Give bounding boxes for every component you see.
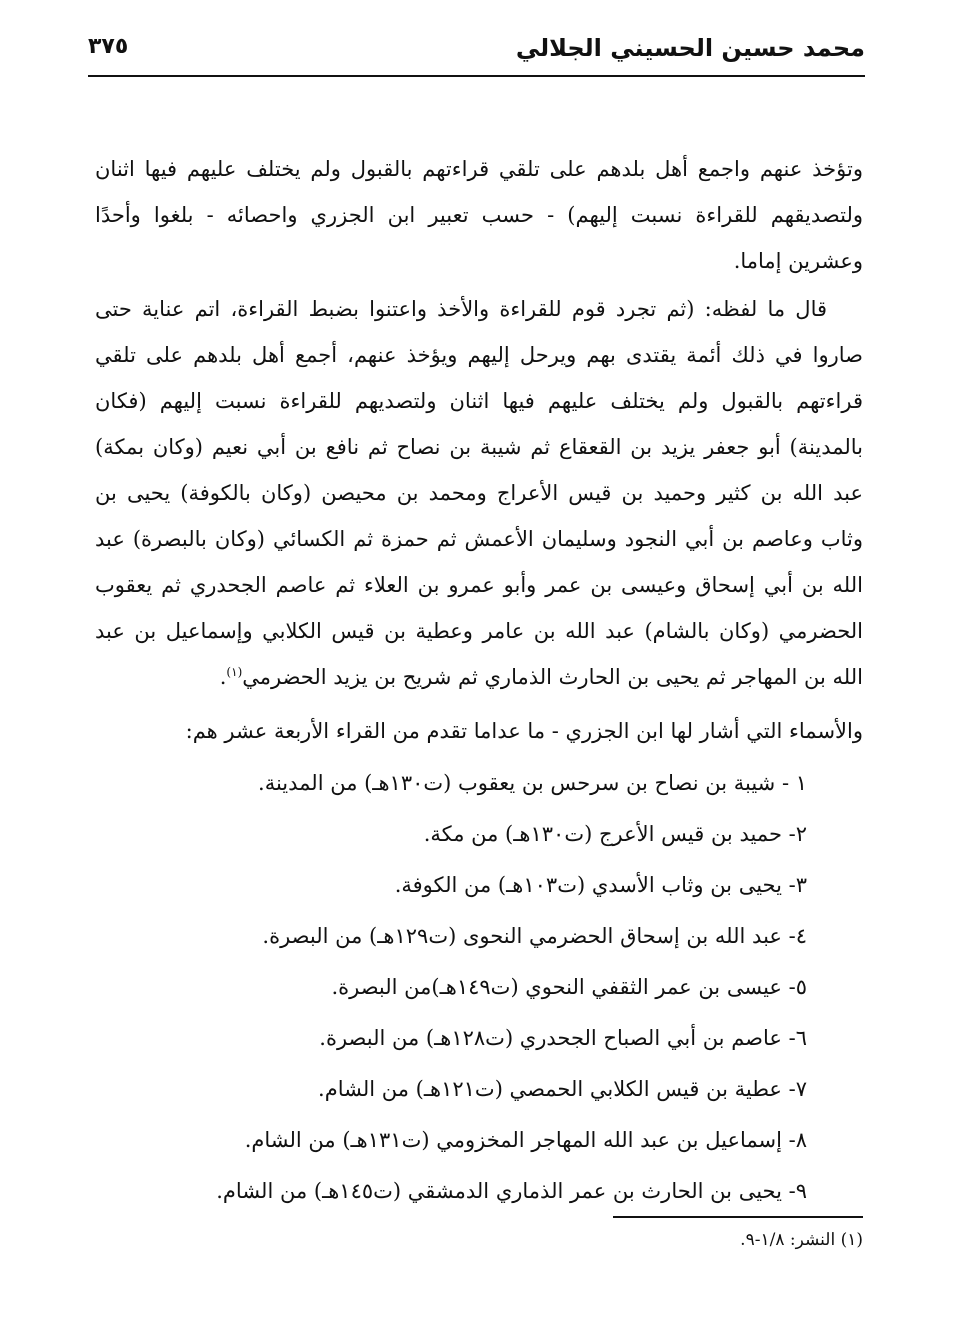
quote-text: قال ما لفظه: (ثم تجرد قوم للقراءة والأخذ واعتنوا بضبط القراءة، اتم عناية حتى صاروا في ذلك أئمة يقتدى بهم ويرحل إليهم ويؤخذ عنهم، أجمع أهل بلدهم على تلقي قراءتهم بالقبول ولم يختلف عليهم فيها اثنان ولتصديهم للقراءة نسبت إليهم (فكان بالمدينة) أبو جعفر يزيد بن القعقاع ثم شيبة بن نصاح ثم نافع بن أبي نعيم (وكان بمكة) عبد الله بن كثير وحميد بن قيس الأعراج ومحمد بن محيصن (وكان بالكوفة) يحيى بن وثاب وعاصم بن أبي النجود وسليمان الأعمش ثم حمزة ثم الكسائي (وكان بالبصرة) عبد الله بن أبي إسحاق وعيسى بن عمر وأبو عمرو بن العلاء ثم عاصم الجحدري ثم يعقوب الحضرمي (وكان بالشام) عبد الله بن عامر وعطية بن قيس الكلابي وإسماعيل بن عبد الله بن المهاجر ثم يحيى بن الحارث الذماري ثم شريح بن يزيد الحضرمي bbox=[95, 297, 863, 689]
running-title: محمد حسين الحسيني الجلالي bbox=[515, 34, 865, 62]
page-header bbox=[88, 30, 865, 74]
main-text bbox=[95, 138, 863, 1217]
list-item: ١ - شيبة بن نصاح بن سرحس بن يعقوب (ت١٣٠هـ) من المدينة. bbox=[258, 771, 807, 795]
list-item: ٤- عبد الله بن إسحاق الحضرمي النحوى (ت١٢٩هـ) من البصرة. bbox=[262, 924, 807, 948]
paragraph-continuation: وتؤخذ عنهم واجمع أهل بلدهم على تلقي قراءتهم بالقبول ولم يختلف عليهم فيها اثنان ولتصديقهم للقراءة نسبت إليهم) - حسب تعبير ابن الجزري واحصائه - بلغوا وأحدًا وعشرين إماما. bbox=[95, 157, 863, 273]
list-item: ٦- عاصم بن أبي الصباح الجحدري (ت١٢٨هـ) من البصرة. bbox=[319, 1026, 807, 1050]
footnote-divider bbox=[613, 1216, 863, 1218]
reciters-list bbox=[95, 758, 863, 1217]
quote-end: . bbox=[219, 665, 227, 689]
list-item: ٣- يحيى بن وثاب الأسدي (ت١٠٣هـ) من الكوفة. bbox=[394, 873, 807, 897]
page-number: ٣٧٥ bbox=[88, 34, 129, 59]
list-item: ٨- إسماعيل بن عبد الله المهاجر المخزومي (ت١٣١هـ) من الشام. bbox=[244, 1128, 807, 1152]
list-item: ٧- عطية بن قيس الكلابي الحمصي (ت١٢١هـ) من الشام. bbox=[318, 1077, 807, 1101]
list-item: ٥- عيسى بن عمر الثقفي النحوي (ت١٤٩هـ)من البصرة. bbox=[331, 975, 807, 999]
footnote-reference[interactable]: (١) bbox=[226, 665, 243, 679]
paragraph-quote bbox=[95, 286, 863, 700]
paragraph-list-intro: والأسماء التي أشار لها ابن الجزري - ما عداما تقدم من القراء الأربعة عشر هم: bbox=[185, 719, 863, 743]
footnote: (١) النشر: ١/٨-٩. bbox=[740, 1230, 863, 1250]
list-item: ٩- يحيى بن الحارث بن عمر الذماري الدمشقي (ت١٤٥هـ) من الشام. bbox=[216, 1179, 807, 1203]
list-item: ٢- حميد بن قيس الأعرج (ت١٣٠هـ) من مكة. bbox=[423, 822, 807, 846]
header-divider bbox=[88, 75, 865, 77]
